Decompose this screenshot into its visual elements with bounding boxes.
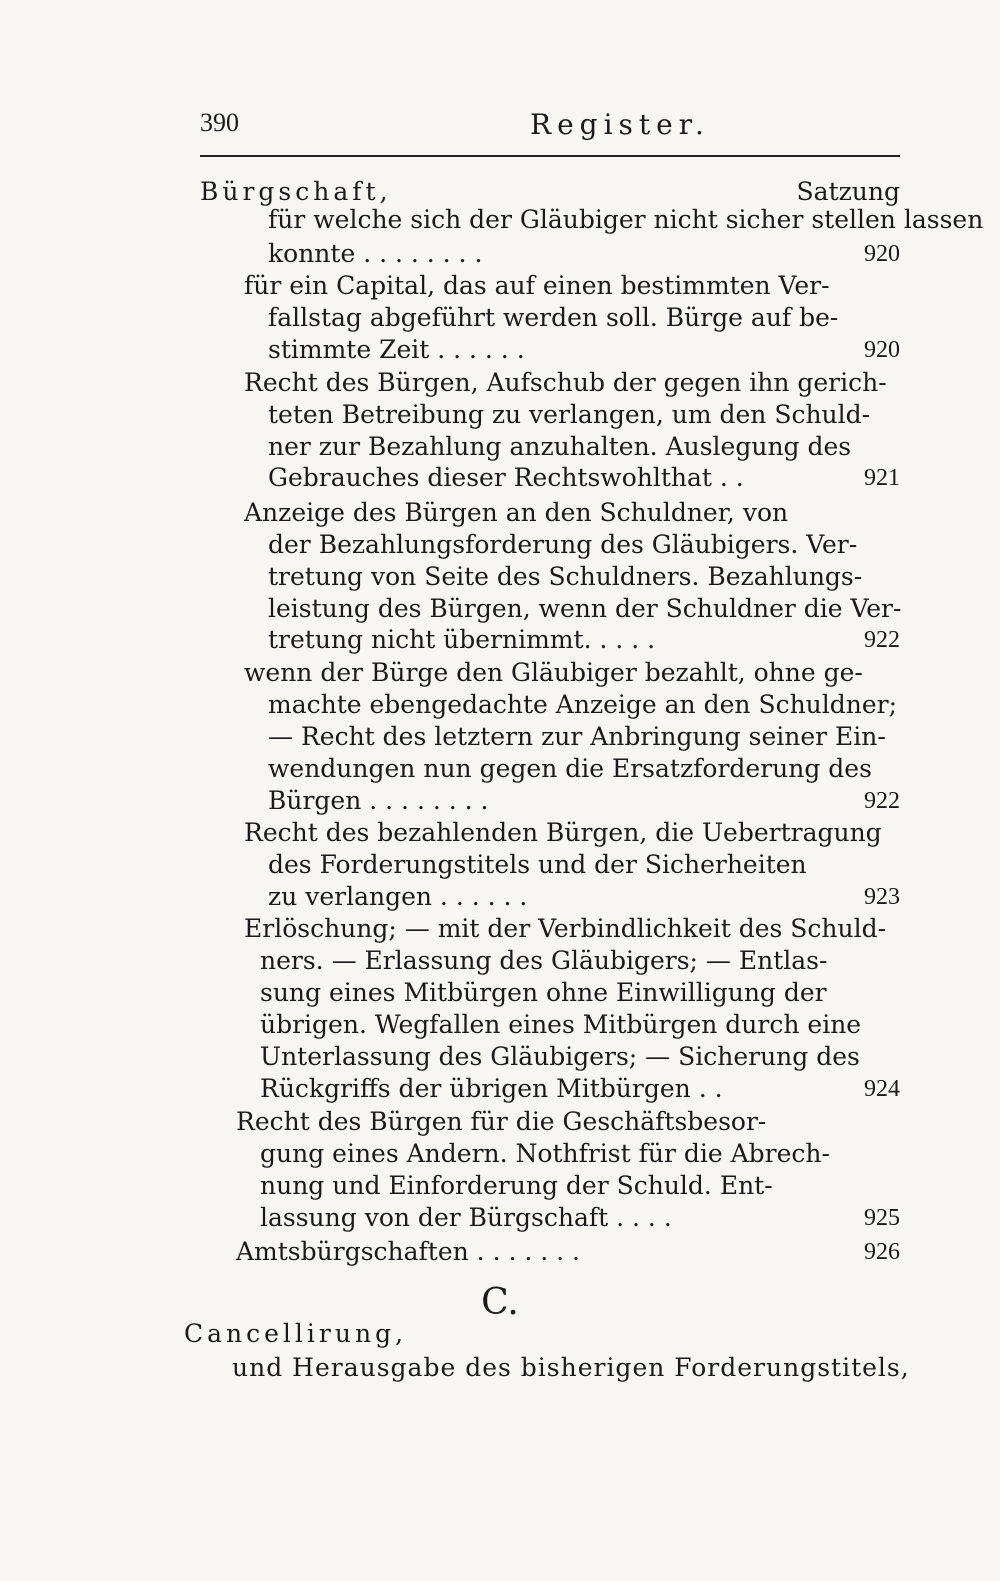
entry-line: Amtsbürgschaften . . . . . . . bbox=[236, 1237, 580, 1266]
entry-page-number: 923 bbox=[864, 884, 900, 910]
entry-page-number: 922 bbox=[864, 788, 900, 814]
entry-line: Anzeige des Bürgen an den Schuldner, von bbox=[244, 498, 789, 527]
entry-heading-term: Bürgschaft, bbox=[200, 177, 392, 206]
entry-line: Recht des bezahlenden Bürgen, die Uebertragung bbox=[244, 818, 882, 847]
header-rule bbox=[200, 155, 900, 157]
entry-line: ners. — Erlassung des Gläubigers; — Entlas- bbox=[260, 946, 828, 975]
entry-line: stimmte Zeit . . . . . . bbox=[268, 335, 525, 364]
entry-page-number: 924 bbox=[864, 1076, 900, 1102]
entry-page-number: 920 bbox=[864, 241, 900, 267]
next-heading-line: und Herausgabe des bisherigen Forderungstitels, bbox=[232, 1353, 910, 1382]
entry-page-number: 926 bbox=[864, 1239, 900, 1265]
entry-line: Gebrauches dieser Rechtswohlthat . . bbox=[268, 463, 744, 492]
entry-line: sung eines Mitbürgen ohne Einwilligung der bbox=[260, 978, 827, 1007]
entry-line: tretung von Seite des Schuldners. Bezahlungs- bbox=[268, 562, 863, 591]
entry-line: für ein Capital, das auf einen bestimmten Ver- bbox=[244, 271, 830, 300]
entry-line: wenn der Bürge den Gläubiger bezahlt, ohne ge- bbox=[244, 658, 863, 687]
entry-line: Recht des Bürgen, Aufschub der gegen ihn gerich- bbox=[244, 368, 887, 397]
entry-line: teten Betreibung zu verlangen, um den Schuld- bbox=[268, 400, 871, 429]
entry-line: leistung des Bürgen, wenn der Schuldner die Ver- bbox=[268, 594, 902, 623]
entry-line: wendungen nun gegen die Ersatzforderung des bbox=[268, 754, 872, 783]
entry-page-number: 925 bbox=[864, 1205, 900, 1231]
entry-line: gung eines Andern. Nothfrist für die Abrech- bbox=[260, 1139, 830, 1168]
entry-line: für welche sich der Gläubiger nicht sicher stellen lassen bbox=[268, 205, 984, 234]
entry-line: — Recht des letztern zur Anbringung seiner Ein- bbox=[268, 722, 886, 751]
page-number: 390 bbox=[200, 108, 239, 137]
page-header bbox=[200, 108, 900, 148]
entry-line: übrigen. Wegfallen eines Mitbürgen durch eine bbox=[260, 1010, 862, 1039]
running-title: Register. bbox=[530, 108, 710, 141]
entry-line: konnte . . . . . . . . bbox=[268, 239, 483, 268]
entry-page-number: 920 bbox=[864, 337, 900, 363]
entry-line: Bürgen . . . . . . . . bbox=[268, 786, 489, 815]
entry-line: Unterlassung des Gläubigers; — Sicherung des bbox=[260, 1042, 860, 1071]
entry-line: zu verlangen . . . . . . bbox=[268, 882, 528, 911]
section-letter: C. bbox=[481, 1282, 519, 1323]
entry-line: des Forderungstitels und der Sicherheiten bbox=[268, 850, 807, 879]
next-heading-term: Cancellirung, bbox=[184, 1319, 408, 1348]
entry-line: lassung von der Bürgschaft . . . . bbox=[260, 1203, 672, 1232]
entry-line: fallstag abgeführt werden soll. Bürge auf be- bbox=[268, 303, 839, 332]
entry-heading-right-label: Satzung bbox=[796, 177, 900, 206]
entry-line: ner zur Bezahlung anzuhalten. Auslegung des bbox=[268, 432, 852, 461]
entry-line: tretung nicht übernimmt. . . . . bbox=[268, 625, 656, 654]
entry-line: Rückgriffs der übrigen Mitbürgen . . bbox=[260, 1074, 723, 1103]
entry-line: nung und Einforderung der Schuld. Ent- bbox=[260, 1171, 773, 1200]
entry-line: machte ebengedachte Anzeige an den Schuldner; bbox=[268, 690, 898, 719]
entry-page-number: 921 bbox=[864, 465, 900, 491]
entry-line: der Bezahlungsforderung des Gläubigers. Ver- bbox=[268, 530, 858, 559]
entry-page-number: 922 bbox=[864, 627, 900, 653]
entry-line: Erlöschung; — mit der Verbindlichkeit des Schuld- bbox=[244, 914, 887, 943]
entry-line: Recht des Bürgen für die Geschäftsbesor- bbox=[236, 1107, 767, 1136]
